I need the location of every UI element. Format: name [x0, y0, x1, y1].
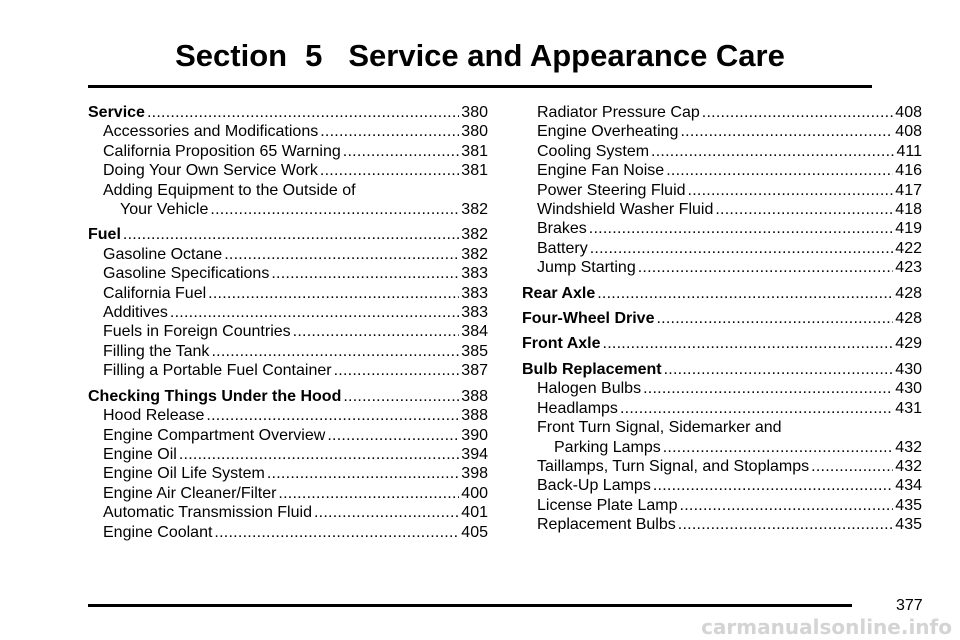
toc-entry-page: 417	[895, 181, 922, 199]
toc-entry-label: Radiator Pressure Cap	[537, 104, 700, 121]
dot-leader	[603, 334, 894, 353]
toc-entry-label: Front Axle	[522, 335, 601, 353]
toc-entry-label: Engine Overheating	[537, 123, 679, 141]
toc-entry[interactable]	[88, 523, 488, 542]
toc-entry-label: Bulb Replacement	[522, 360, 662, 378]
toc-entry-page: 390	[461, 426, 488, 444]
toc-entry-label: Adding Equipment to the Outside of	[103, 181, 356, 199]
toc-entry-page: 432	[895, 438, 922, 456]
dot-leader	[314, 503, 459, 522]
toc-entry[interactable]	[88, 245, 488, 264]
dot-leader	[597, 284, 893, 303]
toc-entry-label: Four-Wheel Drive	[522, 310, 655, 328]
dot-leader	[179, 445, 459, 464]
toc-entry-page: 388	[461, 407, 488, 425]
toc-entry-page: 428	[895, 310, 922, 328]
toc-entry-label: Automatic Transmission Fluid	[103, 504, 312, 522]
page-number: 377	[896, 597, 923, 614]
toc-entry-page: 429	[895, 335, 922, 353]
dot-leader	[643, 379, 893, 398]
dot-leader	[327, 426, 459, 445]
dot-leader	[651, 142, 894, 161]
toc-entry[interactable]	[522, 399, 922, 418]
toc-entry[interactable]	[88, 503, 488, 522]
dot-leader	[343, 387, 459, 406]
toc-entry-label: Parking Lamps	[554, 438, 661, 456]
toc-entry-label: Filling the Tank	[103, 342, 210, 360]
dot-leader	[666, 161, 893, 180]
toc-entry-page: 380	[461, 104, 488, 121]
toc-entry-label: Engine Oil	[103, 445, 177, 463]
dot-leader	[214, 523, 459, 542]
toc-entry[interactable]	[88, 484, 488, 503]
toc-entry-label: Front Turn Signal, Sidemarker and	[537, 419, 782, 437]
toc-entry-label: Rear Axle	[522, 284, 596, 302]
section-number: 5	[305, 38, 323, 73]
toc-entry-label: Doing Your Own Service Work	[103, 162, 318, 180]
toc-entry-page: 405	[461, 523, 488, 541]
toc-entry-page: 388	[461, 387, 488, 405]
toc-entry-page: 422	[895, 239, 922, 257]
toc-entry-page: 382	[461, 245, 488, 263]
toc-entry-label: Gasoline Octane	[103, 245, 223, 263]
toc-entry[interactable]	[522, 457, 922, 476]
toc-entry-label: California Proposition 65 Warning	[103, 142, 341, 160]
toc-entry[interactable]	[88, 426, 488, 445]
toc-entry-page: 382	[461, 201, 488, 219]
toc-entry-page: 394	[461, 445, 488, 463]
header-divider	[88, 85, 872, 88]
toc-entry-page: 430	[895, 380, 922, 398]
dot-leader	[688, 181, 894, 200]
toc-left-column	[88, 103, 488, 542]
toc-entry-label: Filling a Portable Fuel Container	[103, 362, 332, 380]
toc-entry-label: California Fuel	[103, 284, 207, 302]
dot-leader	[663, 438, 894, 457]
toc-entry-label: Engine Compartment Overview	[103, 426, 326, 444]
dot-leader	[147, 103, 459, 122]
toc-entry-page: 418	[895, 201, 922, 219]
toc-entry-label: Gasoline Specifications	[103, 265, 270, 283]
toc-entry[interactable]	[522, 219, 922, 238]
toc-entry-label: Halogen Bulbs	[537, 380, 642, 398]
toc-entry[interactable]	[522, 103, 922, 122]
toc-entry-page: 401	[461, 504, 488, 522]
toc-entry-label: Jump Starting	[537, 259, 636, 277]
toc-entry-label: Power Steering Fluid	[537, 181, 686, 199]
toc-entry-page: 382	[461, 226, 488, 244]
toc-entry-label: Headlamps	[537, 399, 618, 417]
toc-entry-label: Fuels in Foreign Countries	[103, 323, 291, 341]
toc-entry[interactable]	[88, 342, 488, 361]
dot-leader	[656, 309, 893, 328]
toc-entry[interactable]	[522, 418, 922, 437]
dot-leader	[715, 200, 893, 219]
toc-entry[interactable]	[522, 239, 922, 258]
dot-leader	[123, 225, 459, 244]
watermark-text: carmanualsonline.info	[701, 615, 952, 639]
dot-leader	[206, 406, 459, 425]
toc-right-column	[522, 103, 922, 535]
toc-entry-label: Taillamps, Turn Signal, and Stoplamps	[537, 457, 810, 475]
dot-leader	[208, 284, 459, 303]
dot-leader	[702, 103, 894, 122]
dot-leader	[267, 464, 459, 483]
toc-entry[interactable]	[88, 284, 488, 303]
toc-entry-label: Accessories and Modifications	[103, 123, 319, 141]
toc-entry-label: Fuel	[88, 226, 121, 244]
toc-entry-page: 434	[895, 477, 922, 495]
toc-section-entry[interactable]	[522, 284, 922, 303]
toc-entry-page: 423	[895, 259, 922, 277]
toc-entry-page: 380	[461, 123, 488, 141]
toc-entry[interactable]	[88, 406, 488, 425]
toc-entry-page: 381	[461, 162, 488, 180]
dot-leader	[210, 200, 459, 219]
toc-entry-page: 398	[461, 465, 488, 483]
dot-leader	[211, 342, 459, 361]
toc-entry[interactable]	[88, 303, 488, 322]
toc-section-entry[interactable]	[88, 225, 488, 244]
toc-entry[interactable]	[88, 161, 488, 180]
dot-leader	[680, 122, 893, 141]
toc-entry[interactable]	[88, 142, 488, 161]
dot-leader	[590, 239, 894, 258]
toc-entry-page: 383	[461, 284, 488, 302]
toc-section-entry[interactable]	[522, 334, 922, 353]
toc-section-entry[interactable]	[522, 360, 922, 379]
toc-entry-label: Back-Up Lamps	[537, 477, 651, 495]
toc-entry[interactable]	[522, 200, 922, 219]
toc-entry-page: 408	[895, 104, 922, 121]
toc-entry-label: Brakes	[537, 220, 587, 238]
dot-leader	[343, 142, 460, 161]
toc-entry-label: Checking Things Under the Hood	[88, 387, 342, 405]
dot-leader	[680, 496, 894, 515]
toc-section-entry[interactable]	[88, 103, 488, 122]
toc-entry-page: 384	[461, 323, 488, 341]
toc-entry[interactable]	[522, 438, 922, 457]
dot-leader	[811, 457, 893, 476]
toc-entry-page: 435	[895, 496, 922, 514]
toc-entry-label: Engine Air Cleaner/Filter	[103, 484, 277, 502]
toc-entry[interactable]	[88, 264, 488, 283]
dot-leader	[638, 258, 894, 277]
toc-entry-page: 419	[895, 220, 922, 238]
toc-section-entry[interactable]	[522, 309, 922, 328]
section-title	[0, 36, 960, 76]
toc-entry[interactable]	[522, 142, 922, 161]
toc-entry[interactable]	[88, 464, 488, 483]
toc-entry-page: 400	[461, 484, 488, 502]
toc-entry-page: 408	[895, 123, 922, 141]
dot-leader	[334, 361, 460, 380]
toc-entry[interactable]	[522, 258, 922, 277]
dot-leader	[320, 122, 459, 141]
dot-leader	[664, 360, 894, 379]
toc-entry[interactable]	[522, 515, 922, 534]
toc-entry[interactable]	[88, 322, 488, 341]
dot-leader	[589, 219, 894, 238]
toc-entry-page: 411	[896, 142, 922, 160]
toc-entry-page: 383	[461, 304, 488, 322]
toc-entry-page: 432	[895, 457, 922, 475]
toc-entry-label: Battery	[537, 239, 588, 257]
dot-leader	[271, 264, 459, 283]
dot-leader	[653, 476, 893, 495]
dot-leader	[620, 399, 893, 418]
toc-entry[interactable]	[88, 445, 488, 464]
toc-entry-label: License Plate Lamp	[537, 496, 678, 514]
toc-entry[interactable]	[522, 122, 922, 141]
toc-entry-label: Additives	[103, 304, 168, 322]
toc-entry[interactable]	[88, 122, 488, 141]
dot-leader	[224, 245, 459, 264]
toc-entry-page: 383	[461, 265, 488, 283]
toc-entry[interactable]	[522, 496, 922, 515]
footer-divider	[88, 604, 852, 607]
toc-entry-page: 430	[895, 360, 922, 378]
toc-entry-label: Engine Oil Life System	[103, 465, 265, 483]
toc-entry-label: Hood Release	[103, 407, 205, 425]
toc-entry-label: Engine Fan Noise	[537, 162, 665, 180]
toc-entry[interactable]	[88, 361, 488, 380]
toc-section-entry[interactable]	[88, 387, 488, 406]
dot-leader	[278, 484, 459, 503]
toc-entry-label: Cooling System	[537, 142, 650, 160]
toc-entry-page: 431	[895, 399, 922, 417]
dot-leader	[170, 303, 459, 322]
toc-entry[interactable]	[88, 200, 488, 219]
toc-entry-page: 385	[461, 342, 488, 360]
toc-entry-page: 416	[895, 162, 922, 180]
toc-entry[interactable]	[522, 379, 922, 398]
toc-entry-label: Engine Coolant	[103, 523, 213, 541]
toc-entry-page: 387	[461, 362, 488, 380]
section-word: Section	[175, 38, 288, 73]
toc-entry-label: Replacement Bulbs	[537, 516, 676, 534]
toc-entry-label: Windshield Washer Fluid	[537, 201, 714, 219]
section-name: Service and Appearance Care	[348, 38, 785, 73]
dot-leader	[320, 161, 459, 180]
toc-entry-page: 428	[895, 284, 922, 302]
toc-entry-page: 381	[461, 142, 488, 160]
toc-entry-label: Your Vehicle	[120, 201, 209, 219]
dot-leader	[678, 515, 894, 534]
dot-leader	[293, 322, 460, 341]
toc-entry[interactable]	[522, 161, 922, 180]
toc-entry[interactable]	[522, 476, 922, 495]
toc-entry-page: 435	[895, 516, 922, 534]
toc-entry-label: Service	[88, 104, 145, 121]
toc-entry[interactable]	[88, 181, 488, 200]
toc-entry[interactable]	[522, 181, 922, 200]
